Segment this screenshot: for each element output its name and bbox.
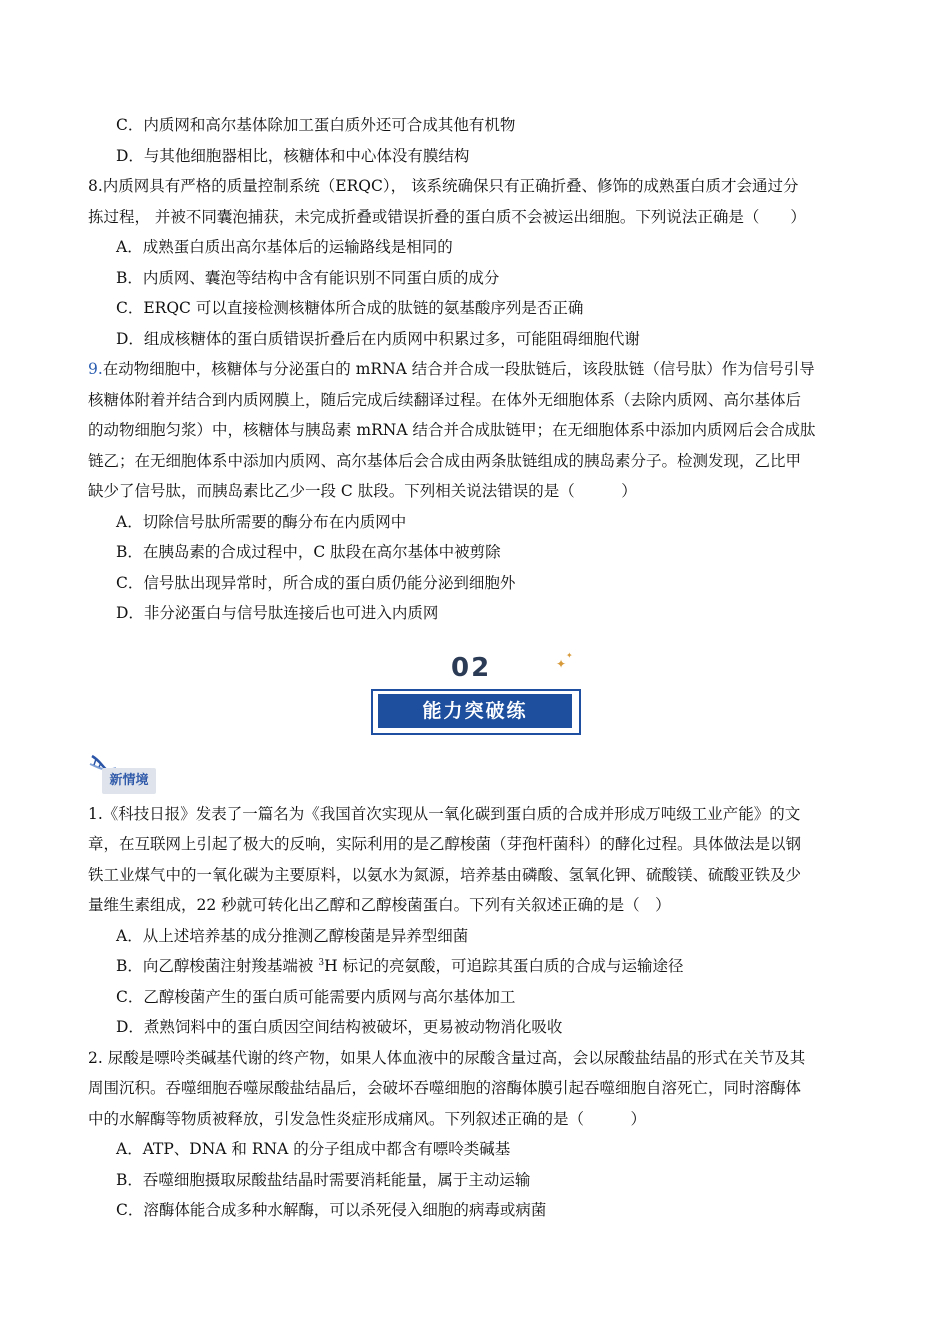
q9-option-c: C．信号肽出现异常时，所合成的蛋白质仍能分泌到细胞外 [116,573,516,592]
p1-option-b: B．向乙醇梭菌注射羧基端被 $^3$H 标记的亮氨酸，可追踪其蛋白质的合成与运输途径 [116,957,684,975]
q8-option-a: A．成熟蛋白质出高尔基体后的运输路线是相同的 [116,238,453,256]
p1-stem-line: 铁工业煤气中的一氧化碳为主要原料，以氨水为氮源，培养基由磷酸、氢氧化钾、硫酸镁、硫酸亚铁及少 [88,865,802,884]
q7-option-d: D．与其他细胞器相比，核糖体和中心体没有膜结构 [116,146,470,165]
section-banner [88,649,863,799]
q8-option-b: B．内质网、囊泡等结构中含有能识别不同蛋白质的成分 [116,268,500,287]
p1-option-a: A．从上述培养基的成分推测乙醇梭菌是异养型细菌 [116,926,469,945]
p2-option-b: B．吞噬细胞摄取尿酸盐结晶时需要消耗能量，属于主动运输 [116,1170,531,1189]
section-number: 02 [451,652,492,683]
q8-option-d: D．组成核糖体的蛋白质错误折叠后在内质网中积累过多，可能阻碍细胞代谢 [116,329,640,348]
p2-stem-line: 2. 尿酸是嘌呤类碱基代谢的终产物，如果人体血液中的尿酸含量过高，会以尿酸盐结晶的形式在关节及其 [88,1048,806,1067]
q8-stem-line: 8.内质网具有严格的质量控制系统（ERQC）， 该系统确保只有正确折叠、修饰的成熟蛋白质才会通过分 [88,177,799,195]
p1-stem-line: 1.《科技日报》发表了一篇名为《我国首次实现从一氧化碳到蛋白质的合成并形成万吨级工业产能》的文 [88,804,801,823]
p1-option-c: C．乙醇梭菌产生的蛋白质可能需要内质网与高尔基体加工 [116,987,516,1006]
p2-stem-line: 周围沉积。吞噬细胞吞噬尿酸盐结晶后，会破坏吞噬细胞的溶酶体膜引起吞噬细胞自溶死亡，同时溶酶体 [88,1079,802,1097]
new-context-label: 新情境 [102,768,156,794]
q9-stem-line: 链乙；在无细胞体系中添加内质网、高尔基体后会合成由两条肽链组成的胰岛素分子。检测发现，乙比甲 [88,451,802,470]
q9-option-a: A．切除信号肽所需要的酶分布在内质网中 [116,512,407,531]
p2-option-c: C．溶酶体能合成多种水解酶，可以杀死侵入细胞的病毒或病菌 [116,1201,547,1219]
q8-stem-line: 拣过程， 并被不同囊泡捕获，未完成折叠或错误折叠的蛋白质不会被运出细胞。下列说法正确是（ ） [88,207,806,226]
q7-option-c: C．内质网和高尔基体除加工蛋白质外还可合成其他有机物 [116,116,516,134]
q9-stem-line: 缺少了信号肽，而胰岛素比乙少一段 C 肽段。下列相关说法错误的是（ ） [88,482,637,500]
q9-option-b: B．在胰岛素的合成过程中，C 肽段在高尔基体中被剪除 [116,543,501,561]
new-context-tag [88,754,168,799]
p2-option-a: A．ATP、DNA 和 RNA 的分子组成中都含有嘌呤类碱基 [116,1140,511,1158]
p1-option-d: D．煮熟饲料中的蛋白质因空间结构被破坏，更易被动物消化吸收 [116,1018,563,1036]
q9-option-d: D．非分泌蛋白与信号肽连接后也可进入内质网 [116,604,439,622]
sparkle-icon: ✦ [566,650,573,660]
q9-stem-line: 9.在动物细胞中，核糖体与分泌蛋白的 mRNA 结合并合成一段肽链后，该段肽链（信号肽）作为信号引导 [88,360,815,378]
q9-stem-line: 的动物细胞匀浆）中，核糖体与胰岛素 mRNA 结合并合成肽链甲；在无细胞体系中添加内质网后会合成肽 [88,421,816,439]
q9-stem-line: 核糖体附着并结合到内质网膜上，随后完成后续翻译过程。在体外无细胞体系（去除内质网、高尔基体后 [88,390,802,409]
q9-number: 9. [88,360,103,378]
document-page [88,110,863,1226]
section-title: 能力突破练 [378,694,572,728]
sparkle-icon: ✦ [556,656,567,671]
p1-stem-line: 章，在互联网上引起了极大的反响，实际利用的是乙醇梭菌（芽孢杆菌科）的酵化过程。具体做法是以钢 [88,835,802,853]
q8-option-c: C．ERQC 可以直接检测核糖体所合成的肽链的氨基酸序列是否正确 [116,299,584,317]
p2-stem-line: 中的水解酶等物质被释放，引发急性炎症形成痛风。下列叙述正确的是（ ） [88,1109,647,1128]
p1-stem-line: 量维生素组成，22 秒就可转化出乙醇和乙醇梭菌蛋白。下列有关叙述正确的是（ ） [88,896,671,914]
